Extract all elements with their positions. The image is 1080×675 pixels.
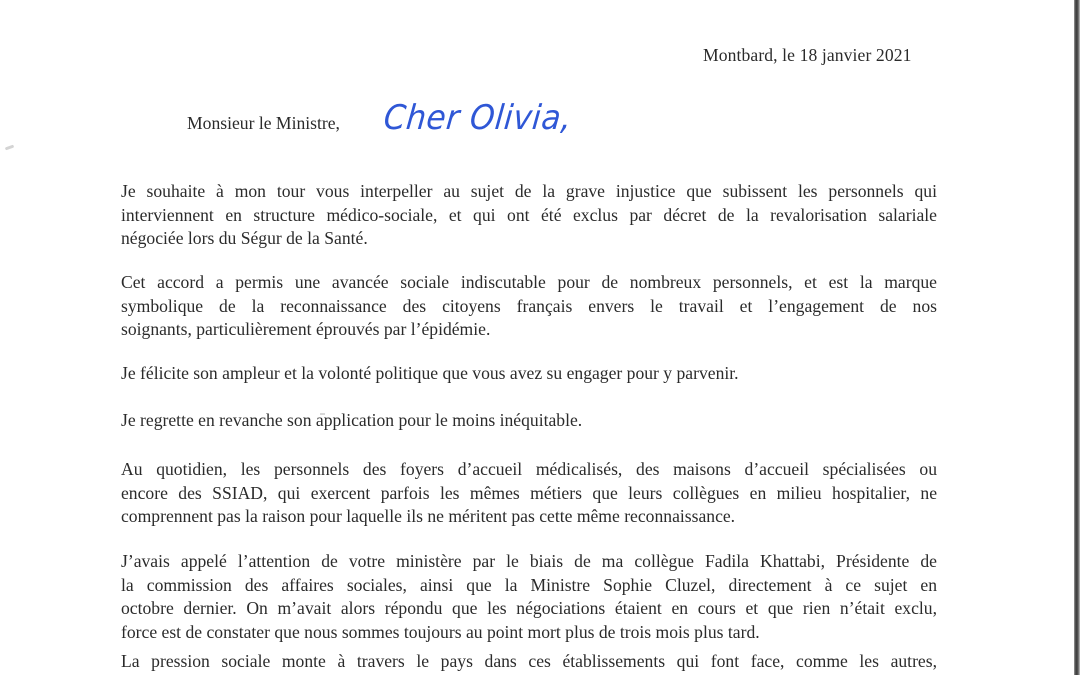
letter-paragraph — [121, 409, 937, 433]
letter-date: Montbard, le 18 janvier 2021 — [703, 45, 912, 65]
paragraph-line: Je regrette en revanche son application pour le moins inéquitable. — [121, 410, 583, 430]
paragraph-line: Je souhaite à mon tour vous interpeller au sujet de la grave injustice que subissent les personnels qui — [121, 181, 937, 201]
letter-paragraph — [121, 550, 937, 644]
paragraph-line: la commission des affaires sociales, ainsi que la Ministre Sophie Cluzel, directement à ce sujet en — [121, 574, 937, 595]
paragraph-line: J’avais appelé l’attention de votre ministère par le biais de ma collègue Fadila Khattabi, Présidente de — [121, 551, 937, 571]
letter-paragraph — [121, 180, 937, 251]
handwritten-greeting: Cher Olivia, — [382, 98, 574, 138]
paragraph-line: symbolique de la reconnaissance des citoyens français envers le travail et l’engagement de nos — [121, 295, 937, 316]
scan-edge-shadow — [1074, 0, 1080, 675]
paragraph-line: comprennent pas la raison pour laquelle ils ne méritent pas cette même reconnaissance. — [121, 506, 736, 526]
paragraph-line: force est de constater que nous sommes toujours au point mort plus de trois mois plus tard. — [121, 621, 760, 642]
letter-paragraph — [121, 458, 937, 529]
letter-paragraph — [121, 362, 937, 386]
paragraph-line: Cet accord a permis une avancée sociale indiscutable pour de nombreux personnels, et est la marque — [121, 272, 937, 292]
letter-paragraph — [121, 271, 937, 342]
letter-paragraph — [121, 650, 937, 674]
paragraph-line: Au quotidien, les personnels des foyers d’accueil médicalisés, des maisons d’accueil spécialisées ou — [121, 459, 937, 479]
paragraph-line: La pression sociale monte à travers le pays dans ces établissements qui font face, comme les autres, — [121, 651, 937, 671]
paragraph-line: Je félicite son ampleur et la volonté politique que vous avez su engager pour y parvenir. — [121, 363, 739, 383]
paragraph-line: octobre dernier. On m’avait alors répondu que les négociations étaient en cours et que rien n’était exclu, — [121, 598, 937, 618]
paragraph-line: encore des SSIAD, qui exercent parfois les mêmes métiers que leurs collègues en milieu hospitalier, ne — [121, 482, 937, 503]
scan-artifact — [5, 145, 14, 151]
letter-salutation: Monsieur le Ministre, — [187, 113, 340, 133]
paragraph-line: négociée lors du Ségur de la Santé. — [121, 228, 368, 248]
paragraph-line: interviennent en structure médico-sociale, et qui ont été exclus par décret de la revalorisation salariale — [121, 204, 937, 225]
paragraph-line: soignants, particulièrement éprouvés par l’épidémie. — [121, 319, 491, 339]
